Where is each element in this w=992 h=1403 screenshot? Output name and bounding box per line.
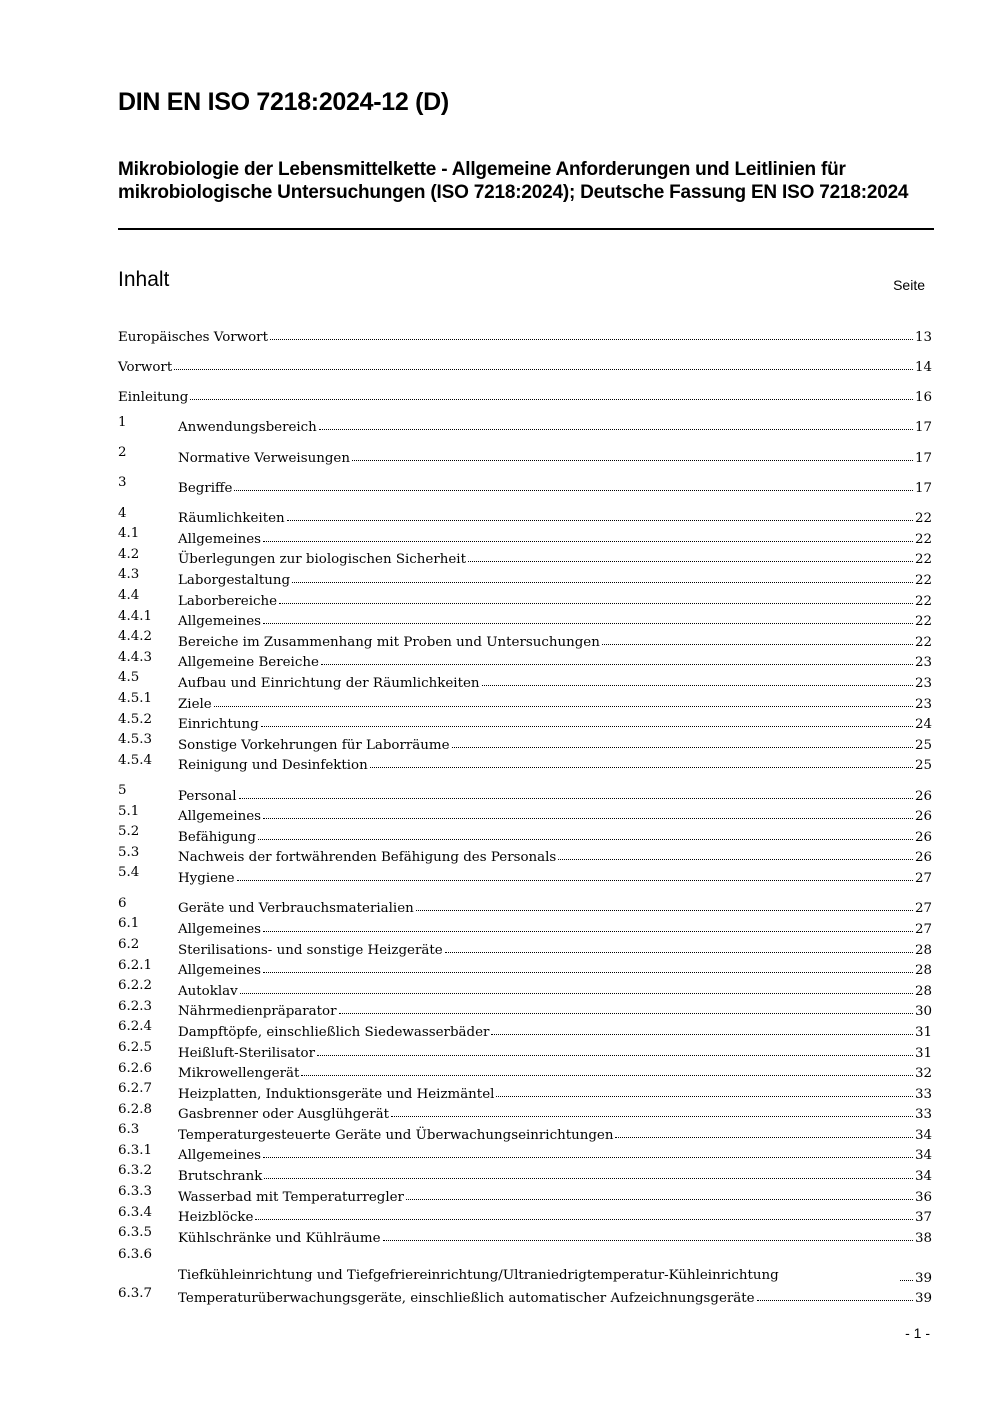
toc-entry-label: Personal	[178, 788, 237, 804]
toc-row[interactable]	[118, 1143, 932, 1164]
toc-entry-label: Räumlichkeiten	[178, 511, 285, 527]
toc-row[interactable]	[118, 1122, 932, 1143]
toc-dot-leader	[615, 1137, 912, 1138]
toc-section-number: 6.3.5	[118, 1225, 153, 1241]
toc-page-number: 22	[914, 573, 932, 589]
toc-page-number: 28	[914, 983, 932, 999]
toc-entry-label: Normative Verweisungen	[178, 450, 350, 466]
toc-entry-label: Brutschrank	[178, 1169, 263, 1185]
toc-page-number: 13	[914, 329, 932, 345]
toc-page-number: 22	[914, 552, 932, 568]
toc-dot-leader	[279, 603, 913, 604]
toc-dot-leader	[602, 644, 913, 645]
toc-page-number: 23	[914, 676, 932, 692]
toc-section-number: 4.5.1	[118, 691, 153, 707]
toc-dot-leader	[406, 1199, 913, 1200]
toc-dot-leader	[452, 747, 913, 748]
toc-page-number: 39	[914, 1270, 932, 1286]
toc-section-number: 4.5.4	[118, 752, 153, 768]
toc-section-number: 4	[118, 505, 127, 521]
toc-section-number: 4.2	[118, 546, 140, 562]
toc-section-number: 6.3.2	[118, 1163, 153, 1179]
toc-section-number: 6.2.4	[118, 1019, 153, 1035]
toc-section-number: 6.2.2	[118, 978, 153, 994]
toc-entry-label: Anwendungsbereich	[178, 420, 317, 436]
toc-page-number: 36	[914, 1189, 932, 1205]
toc-entry-label: Autoklav	[178, 983, 238, 999]
toc-section-number: 5.3	[118, 844, 140, 860]
toc-entry-label: Heizplatten, Induktionsgeräte und Heizmäntel	[178, 1086, 495, 1102]
toc-section-number: 6	[118, 895, 127, 911]
toc-row[interactable]	[118, 1205, 932, 1226]
toc-entry-label: Begriffe	[178, 481, 233, 496]
toc-page-number: 27	[914, 871, 932, 887]
toc-page-number: 28	[914, 963, 932, 979]
footer-page-number: - 1 -	[905, 1325, 930, 1341]
toc-section-number: 4.3	[118, 567, 140, 583]
toc-entry-label: Einleitung	[118, 390, 189, 406]
toc-entry-label: Gasbrenner oder Ausglühgerät	[178, 1107, 390, 1123]
toc-dot-leader	[352, 460, 913, 461]
toc-section-number: 4.1	[118, 526, 140, 542]
toc-page-number: 24	[914, 717, 932, 733]
toc-row[interactable]	[118, 506, 932, 527]
toc-dot-leader	[370, 767, 913, 768]
toc-dot-leader	[558, 859, 913, 860]
toc-row[interactable]	[118, 937, 932, 958]
toc-page-number: 22	[914, 531, 932, 547]
toc-section-number: 6.2.6	[118, 1060, 153, 1076]
toc-dot-leader	[301, 1075, 913, 1076]
toc-entry-label: Sterilisations- und sonstige Heizgeräte	[178, 942, 443, 958]
toc-row[interactable]	[118, 588, 932, 609]
toc-entry-label: Allgemeines	[178, 614, 262, 630]
toc-dot-leader	[319, 429, 913, 430]
toc-dot-leader	[482, 685, 913, 686]
toc-row[interactable]	[118, 650, 932, 671]
toc-dot-leader	[258, 839, 913, 840]
toc-page-number: 22	[914, 511, 932, 527]
toc-section-number: 6.2	[118, 936, 140, 952]
toc-section-number: 5.4	[118, 865, 140, 881]
toc-section-number: 1	[118, 414, 127, 430]
toc-entry-label: Laborbereiche	[178, 593, 278, 609]
toc-entry-label: Überlegungen zur biologischen Sicherheit	[178, 552, 466, 568]
toc-entry-label: Aufbau und Einrichtung der Räumlichkeiten	[178, 676, 480, 692]
toc-row[interactable]	[118, 415, 932, 436]
toc-page-number: 26	[914, 850, 932, 866]
toc-dot-leader	[261, 726, 913, 727]
toc-row[interactable]	[118, 1184, 932, 1205]
toc-page-number: 14	[914, 359, 932, 375]
toc-page-number: 32	[914, 1066, 932, 1082]
toc-row[interactable]	[118, 445, 932, 466]
toc-entry-label: Befähigung	[178, 829, 257, 845]
toc-row[interactable]	[118, 324, 932, 345]
toc-entry-label: Kühlschränke und Kühlräume	[178, 1230, 381, 1246]
toc-entry-label: Laborgestaltung	[178, 573, 291, 589]
toc-row[interactable]	[118, 732, 932, 753]
toc-row[interactable]	[118, 567, 932, 588]
toc-dot-leader	[263, 1157, 913, 1158]
toc-dot-leader	[270, 339, 913, 340]
toc-entry-label: Heißluft-Sterilisator	[178, 1045, 316, 1061]
toc-row[interactable]	[118, 1102, 932, 1123]
toc-page-number: 23	[914, 696, 932, 712]
toc-row[interactable]	[118, 1081, 932, 1102]
toc-dot-leader	[445, 952, 913, 953]
toc-page-number: 16	[914, 390, 932, 406]
toc-section-number: 4.4.3	[118, 649, 153, 665]
toc-section-number: 6.3.1	[118, 1142, 153, 1158]
toc-page-number: 39	[914, 1291, 932, 1307]
toc-page-number: 23	[914, 655, 932, 671]
toc-dot-leader	[237, 880, 913, 881]
toc-row[interactable]	[118, 1040, 932, 1061]
toc-dot-leader	[234, 490, 912, 491]
toc-row[interactable]	[118, 865, 932, 886]
toc-section-number: 5.2	[118, 824, 140, 840]
toc-dot-leader	[416, 910, 913, 911]
toc-section-number: 6.2.7	[118, 1081, 153, 1097]
toc-page-number: 30	[914, 1004, 932, 1020]
toc-dot-leader	[190, 399, 913, 400]
toc-entry-label: Wasserbad mit Temperaturregler	[178, 1189, 404, 1205]
toc-page-number: 31	[914, 1024, 932, 1040]
toc-dot-leader	[240, 993, 913, 994]
toc-entry-label: Mikrowellengerät	[178, 1066, 300, 1082]
table-of-contents	[118, 324, 932, 1306]
toc-section-number: 4.5.2	[118, 711, 153, 727]
page-column-label: Seite	[893, 277, 925, 293]
toc-entry-label: Hygiene	[178, 871, 235, 887]
toc-entry-label: Europäisches Vorwort	[118, 329, 268, 345]
toc-entry-label: Allgemeines	[178, 963, 262, 979]
toc-page-number: 27	[914, 921, 932, 937]
toc-dot-leader	[214, 706, 913, 707]
toc-dot-leader	[900, 1280, 913, 1281]
toc-dot-leader	[263, 623, 913, 624]
toc-row[interactable]	[118, 1163, 932, 1184]
toc-section-number: 4.5.3	[118, 732, 153, 748]
toc-entry-label: Heizblöcke	[178, 1210, 254, 1226]
toc-entry-label: Tiefkühleinrichtung und Tiefgefriereinrichtung/Ultraniedrigtemperatur-Kühleinrichtung	[178, 1267, 779, 1283]
toc-dot-leader	[255, 1219, 913, 1220]
toc-row[interactable]	[118, 845, 932, 866]
toc-dot-leader	[263, 541, 913, 542]
toc-heading: Inhalt	[118, 268, 170, 291]
toc-row[interactable]	[118, 354, 932, 375]
toc-page-number: 26	[914, 829, 932, 845]
toc-row[interactable]	[118, 1246, 932, 1286]
toc-page-number: 33	[914, 1107, 932, 1123]
toc-section-number: 6.2.3	[118, 998, 153, 1014]
toc-dot-leader	[174, 369, 913, 370]
toc-dot-leader	[321, 664, 913, 665]
toc-row[interactable]	[118, 385, 932, 406]
toc-entry-label: Temperaturüberwachungsgeräte, einschließlich automatischer Aufzeichnungsgeräte	[178, 1291, 755, 1307]
toc-row[interactable]	[118, 609, 932, 630]
toc-page-number: 34	[914, 1127, 932, 1143]
toc-row[interactable]	[118, 753, 932, 774]
toc-dot-leader	[383, 1240, 913, 1241]
toc-page-number: 37	[914, 1210, 932, 1226]
toc-entry-label: Reinigung und Desinfektion	[178, 758, 368, 774]
toc-row[interactable]	[118, 804, 932, 825]
toc-section-number: 5	[118, 783, 127, 799]
toc-row[interactable]	[118, 916, 932, 937]
toc-row[interactable]	[118, 670, 932, 691]
toc-entry-label: Allgemeines	[178, 921, 262, 937]
toc-page-number: 33	[914, 1086, 932, 1102]
toc-page-number: 17	[914, 420, 932, 436]
toc-row[interactable]	[118, 958, 932, 979]
toc-entry-label: Allgemeines	[178, 809, 262, 825]
toc-entry-label: Bereiche im Zusammenhang mit Proben und Untersuchungen	[178, 634, 600, 650]
toc-dot-leader	[468, 561, 913, 562]
toc-page-number: 25	[914, 758, 932, 774]
toc-page-number: 26	[914, 809, 932, 825]
toc-entry-label: Allgemeine Bereiche	[178, 655, 319, 671]
toc-entry-label: Vorwort	[118, 359, 173, 375]
toc-section-number: 3	[118, 475, 127, 491]
toc-entry-label: Ziele	[178, 696, 212, 712]
toc-dot-leader	[317, 1055, 913, 1056]
toc-page-number: 38	[914, 1230, 932, 1246]
toc-row[interactable]	[118, 1019, 932, 1040]
toc-dot-leader	[339, 1013, 913, 1014]
toc-section-number: 6.2.1	[118, 957, 153, 973]
toc-dot-leader	[263, 818, 913, 819]
toc-section-number: 6.3.6	[118, 1246, 153, 1262]
toc-row[interactable]	[118, 712, 932, 733]
toc-page-number: 22	[914, 614, 932, 630]
toc-row[interactable]	[118, 978, 932, 999]
toc-section-number: 6.3.7	[118, 1285, 153, 1301]
toc-entry-label: Temperaturgesteuerte Geräte und Überwachungseinrichtungen	[178, 1127, 614, 1143]
toc-entry-label: Nachweis der fortwährenden Befähigung des Personals	[178, 850, 557, 866]
toc-page-number: 17	[914, 450, 932, 466]
document-title: Mikrobiologie der Lebensmittelkette - Allgemeine Anforderungen und Leitlinien für mikrobiologische Untersuchungen (ISO 7218:2024); Deutsche Fassung EN ISO 7218:2024	[118, 159, 909, 203]
toc-row[interactable]	[118, 783, 932, 804]
toc-section-number: 6.2.5	[118, 1039, 153, 1055]
toc-dot-leader	[292, 582, 913, 583]
toc-section-number: 4.5	[118, 670, 140, 686]
toc-dot-leader	[239, 798, 913, 799]
toc-section-number: 4.4.2	[118, 629, 153, 645]
toc-dot-leader	[757, 1300, 913, 1301]
toc-page-number: 31	[914, 1045, 932, 1061]
toc-row[interactable]	[118, 1286, 932, 1307]
toc-page-number: 22	[914, 593, 932, 609]
toc-row[interactable]	[118, 691, 932, 712]
toc-section-number: 4.4.1	[118, 608, 153, 624]
toc-entry-label: Allgemeines	[178, 531, 262, 547]
toc-page-number: 17	[914, 481, 932, 496]
toc-section-number: 4.4	[118, 588, 140, 604]
toc-page-number: 25	[914, 737, 932, 753]
toc-section-number: 2	[118, 445, 127, 461]
toc-entry-label: Sonstige Vorkehrungen für Laborräume	[178, 737, 450, 753]
toc-dot-leader	[496, 1096, 913, 1097]
toc-section-number: 6.3	[118, 1122, 140, 1138]
toc-page-number: 27	[914, 901, 932, 917]
toc-section-number: 6.3.4	[118, 1204, 153, 1220]
toc-page-number: 34	[914, 1169, 932, 1185]
toc-row[interactable]	[118, 547, 932, 568]
toc-dot-leader	[263, 972, 913, 973]
toc-page-number: 28	[914, 942, 932, 958]
toc-section-number: 6.3.3	[118, 1184, 153, 1200]
toc-row[interactable]	[118, 629, 932, 650]
toc-row[interactable]	[118, 1061, 932, 1082]
toc-entry-label: Dampftöpfe, einschließlich Siedewasserbäder	[178, 1024, 490, 1040]
toc-entry-label: Nährmedienpräparator	[178, 1004, 337, 1020]
title-divider	[118, 228, 934, 230]
toc-row[interactable]	[118, 475, 932, 496]
toc-entry-label: Einrichtung	[178, 717, 259, 733]
toc-dot-leader	[491, 1034, 913, 1035]
toc-row[interactable]	[118, 999, 932, 1020]
toc-entry-label: Allgemeines	[178, 1148, 262, 1164]
document-id: DIN EN ISO 7218:2024-12 (D)	[118, 88, 449, 116]
toc-row[interactable]	[118, 824, 932, 845]
toc-dot-leader	[263, 931, 913, 932]
toc-page-number: 34	[914, 1148, 932, 1164]
toc-row[interactable]	[118, 1225, 932, 1246]
toc-row[interactable]	[118, 526, 932, 547]
toc-dot-leader	[264, 1178, 913, 1179]
toc-dot-leader	[287, 520, 913, 521]
toc-section-number: 6.1	[118, 916, 140, 932]
toc-page-number: 26	[914, 788, 932, 804]
toc-entry-label: Geräte und Verbrauchsmaterialien	[178, 901, 414, 917]
toc-dot-leader	[391, 1116, 913, 1117]
toc-row[interactable]	[118, 896, 932, 917]
toc-section-number: 5.1	[118, 803, 140, 819]
toc-section-number: 6.2.8	[118, 1101, 153, 1117]
toc-page-number: 22	[914, 634, 932, 650]
